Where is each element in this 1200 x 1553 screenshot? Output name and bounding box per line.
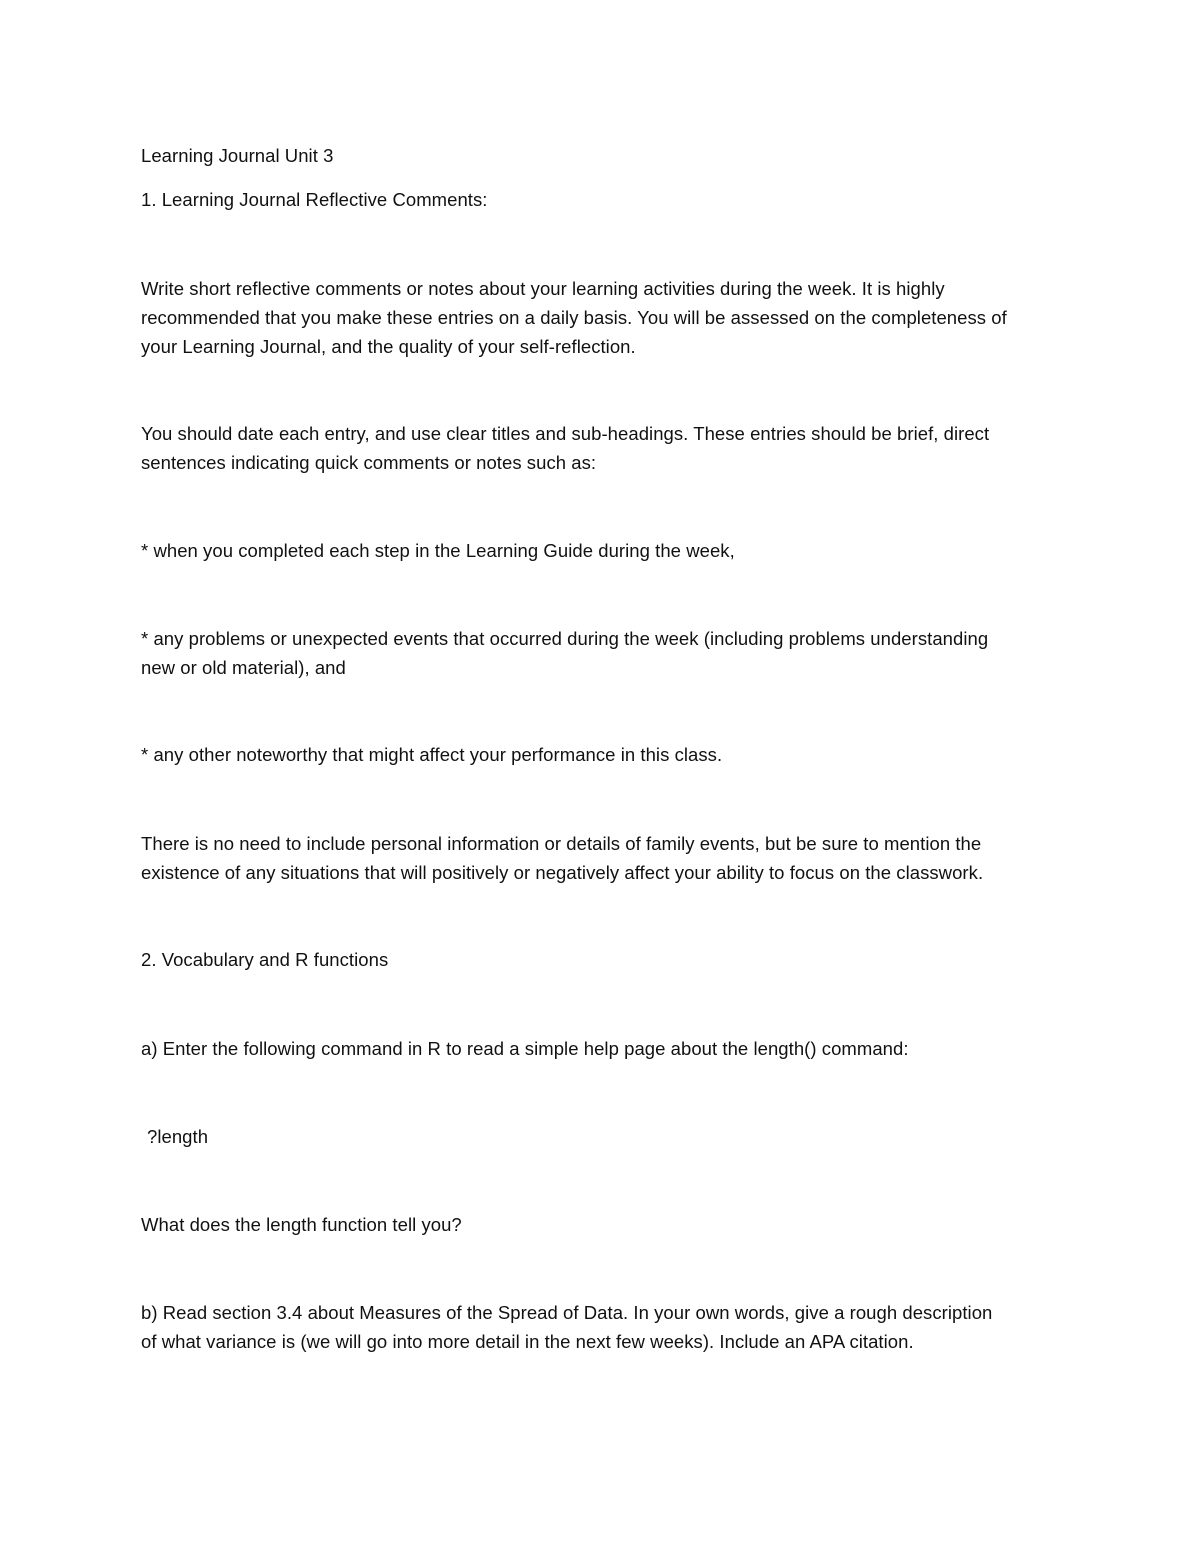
question-text: What does the length function tell you? <box>141 1214 462 1235</box>
paragraph-line: There is no need to include personal information or details of family events, but be sure to mention the <box>141 833 982 854</box>
bullet-item: * any other noteworthy that might affect your performance in this class. <box>141 744 723 765</box>
bullet-item: * any problems or unexpected events that occurred during the week (including problems understanding <box>141 628 989 649</box>
bullet-item: * when you completed each step in the Learning Guide during the week, <box>141 540 735 561</box>
question-item: b) Read section 3.4 about Measures of the Spread of Data. In your own words, give a rough description <box>141 1302 993 1323</box>
question-item-continued: of what variance is (we will go into more detail in the next few weeks). Include an APA citation. <box>141 1331 914 1352</box>
section-heading: 1. Learning Journal Reflective Comments: <box>141 189 488 210</box>
paragraph-line: existence of any situations that will positively or negatively affect your ability to focus on the classwork. <box>141 862 984 883</box>
bullet-item-continued: new or old material), and <box>141 657 346 678</box>
document-title: Learning Journal Unit 3 <box>141 145 334 166</box>
paragraph-line: Write short reflective comments or notes about your learning activities during the week. It is highly <box>141 278 945 299</box>
paragraph-line: your Learning Journal, and the quality of your self-reflection. <box>141 336 636 357</box>
question-item: a) Enter the following command in R to read a simple help page about the length() command: <box>141 1038 909 1059</box>
paragraph-line: recommended that you make these entries on a daily basis. You will be assessed on the completeness of <box>141 307 1007 328</box>
code-command: ?length <box>147 1126 209 1147</box>
section-heading: 2. Vocabulary and R functions <box>141 949 389 970</box>
paragraph-line: You should date each entry, and use clear titles and sub-headings. These entries should be brief, direct <box>141 423 990 444</box>
paragraph-line: sentences indicating quick comments or notes such as: <box>141 452 597 473</box>
